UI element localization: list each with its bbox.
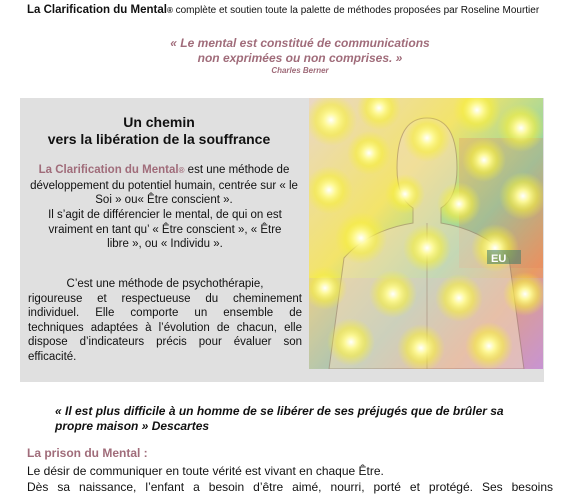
descartes-quote: « Il est plus difficile à un homme de se libérer de ses préjugés que de brûler sa propre maison » Descartes bbox=[55, 404, 504, 433]
header-brand: La Clarification du Mental bbox=[27, 4, 167, 16]
header-reg-mark: ® bbox=[166, 6, 173, 15]
method-line-3: individuel. Elle comporte un ensemble de bbox=[28, 307, 302, 319]
section-title: La prison du Mental : bbox=[27, 446, 148, 460]
illustration-svg bbox=[309, 98, 543, 369]
paragraph-brand: La Clarification du Mental bbox=[38, 164, 179, 176]
paragraph-reg-mark: ® bbox=[178, 166, 185, 175]
top-quote bbox=[120, 36, 480, 76]
paragraph-definition bbox=[28, 163, 300, 208]
method-line-4: techniques adaptées à l’évolution de chacun, elle bbox=[28, 321, 302, 334]
top-quote-author: Charles Berner bbox=[271, 66, 329, 75]
header-line bbox=[27, 4, 539, 16]
method-line-2: rigoureuse et respectueuse du cheminement bbox=[28, 292, 302, 305]
paragraph-definition-text: est une méthode de développement du potentiel humain, centrée sur « le Soi » ou« Être conscient ». bbox=[30, 164, 298, 206]
method-line-5: dispose d’indicateurs précis pour évaluer son bbox=[28, 336, 302, 348]
method-line-6: efficacité. bbox=[28, 350, 77, 363]
header-tagline: complète et soutien toute la palette de méthodes proposées par Roseline Mourtier bbox=[172, 5, 540, 16]
box-title bbox=[32, 114, 286, 148]
top-quote-line2: non exprimées ou non comprises. » bbox=[197, 51, 403, 65]
paragraph-differentiate: Il s’agit de différencier le mental, de qui on est vraiment en tant qu’ « Être conscient », « Être libre », ou « Individu ». bbox=[48, 209, 282, 250]
paragraph-method bbox=[28, 277, 302, 364]
method-line-1: C’est une méthode de psychothérapie, bbox=[66, 278, 264, 290]
box-title-line2: vers la libération de la souffrance bbox=[47, 131, 271, 147]
illustration-image bbox=[309, 98, 543, 369]
illustration-label: EU bbox=[491, 253, 507, 265]
section-line-1: Le désir de communiquer en toute vérité est vivant en chaque Être. bbox=[27, 464, 384, 478]
box-title-line1: Un chemin bbox=[123, 114, 195, 130]
top-quote-line1: « Le mental est constitué de communications bbox=[170, 36, 430, 50]
section-line-2: Dès sa naissance, l’enfant a besoin d’être aimé, nourri, porté et protégé. Ses besoins bbox=[27, 480, 553, 494]
